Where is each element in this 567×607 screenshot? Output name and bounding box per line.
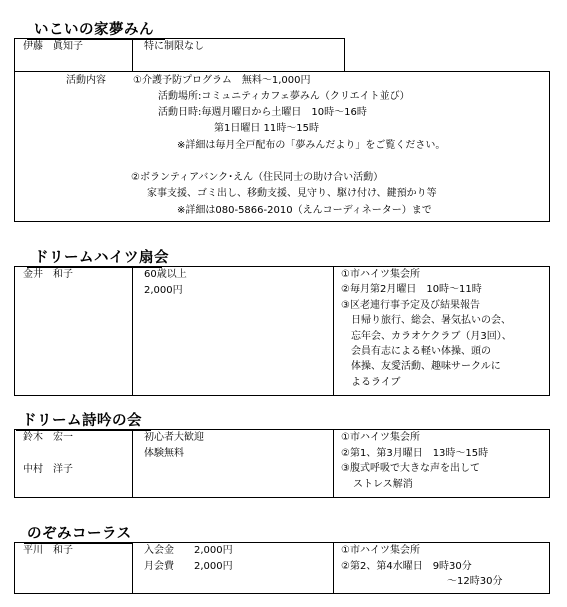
contact-name: 中村 洋子 — [23, 464, 73, 475]
ikoi-top-divider — [132, 38, 133, 72]
info-line: 会員有志による軽い体操、頭の — [351, 346, 491, 358]
info-line: ①市ハイツ集会所 — [341, 269, 420, 280]
condition-line: 月会費 2,000円 — [144, 560, 233, 572]
activity-line: ②ボランティアバンク･えん（住民同士の助け合い活動） — [131, 172, 384, 183]
info-line: ②毎月第2月曜日 10時～11時 — [341, 284, 482, 296]
column-divider — [333, 429, 334, 498]
info-line: ②第1、第3月曜日 13時～15時 — [341, 447, 489, 459]
column-divider — [132, 429, 133, 498]
info-line: ～12時30分 — [447, 576, 503, 587]
column-divider — [333, 266, 334, 396]
section-title-ougikai: ドリームハイツ扇会 — [34, 250, 169, 266]
info-line: よるライブ — [351, 376, 401, 388]
contact-name: 鈴木 宏一 — [23, 432, 73, 443]
activity-line: 活動場所:コミュニティカフェ夢みん（クリエイト並び） — [158, 91, 410, 102]
section-title-ikoi: いこいの家夢みん — [34, 22, 154, 38]
section-title-shigin: ドリーム詩吟の会 — [22, 413, 142, 429]
condition-line: 2,000円 — [144, 284, 183, 296]
activity-line: 活動日時:毎週月曜日から土曜日 10時～16時 — [158, 107, 367, 118]
info-line: ①市ハイツ集会所 — [341, 432, 420, 443]
column-divider — [132, 542, 133, 594]
info-column — [341, 430, 488, 492]
info-line: 体操、友愛活動、趣味サークルに — [351, 361, 501, 373]
info-line: ③区老連行事予定及び結果報告 — [341, 299, 480, 311]
conditions — [144, 430, 204, 461]
activity-note: ※詳細は080-5866-2010（えんコーディネーター）まで — [177, 205, 432, 216]
column-divider — [333, 542, 334, 594]
condition-line: 初心者大歓迎 — [144, 432, 204, 443]
activity-note: ※詳細は毎月全戸配布の「夢みんだより」をご覧ください。 — [177, 140, 446, 151]
activity-line: 第1日曜日 11時～15時 — [214, 123, 319, 134]
condition-line: 60歳以上 — [144, 269, 187, 280]
activity-line: 家事支援、ゴミ出し、移動支援、見守り、駆け付け、鍵預かり等 — [147, 188, 437, 199]
conditions — [144, 543, 233, 574]
contact-names — [23, 267, 73, 283]
info-line: ②第2、第4水曜日 9時30分 — [341, 560, 472, 572]
conditions — [144, 267, 187, 298]
info-line: 忘年会、カラオケクラブ（月3回）、 — [351, 330, 512, 342]
section-title-chorus: のぞみコーラス — [27, 526, 132, 542]
column-divider — [132, 266, 133, 396]
info-line: 日帰り旅行、総会、暑気払いの会、 — [351, 315, 511, 327]
participation-condition: 特に制限なし — [144, 41, 204, 52]
info-column — [341, 543, 502, 590]
condition-line: 入会金 2,000円 — [144, 545, 233, 556]
activity-label: 活動内容 — [66, 75, 106, 86]
info-line: ③腹式呼吸で大きな声を出して — [341, 463, 480, 474]
condition-line: 体験無料 — [144, 447, 184, 459]
info-line: ストレス解消 — [353, 478, 413, 490]
activity-line: ①介護予防プログラム 無料～1,000円 — [133, 75, 311, 86]
contact-name: 金井 和子 — [23, 269, 73, 280]
contact-name: 伊藤 眞知子 — [23, 41, 83, 52]
contact-name: 平川 和子 — [23, 545, 73, 556]
info-line: ①市ハイツ集会所 — [341, 545, 420, 556]
info-column — [341, 267, 512, 390]
